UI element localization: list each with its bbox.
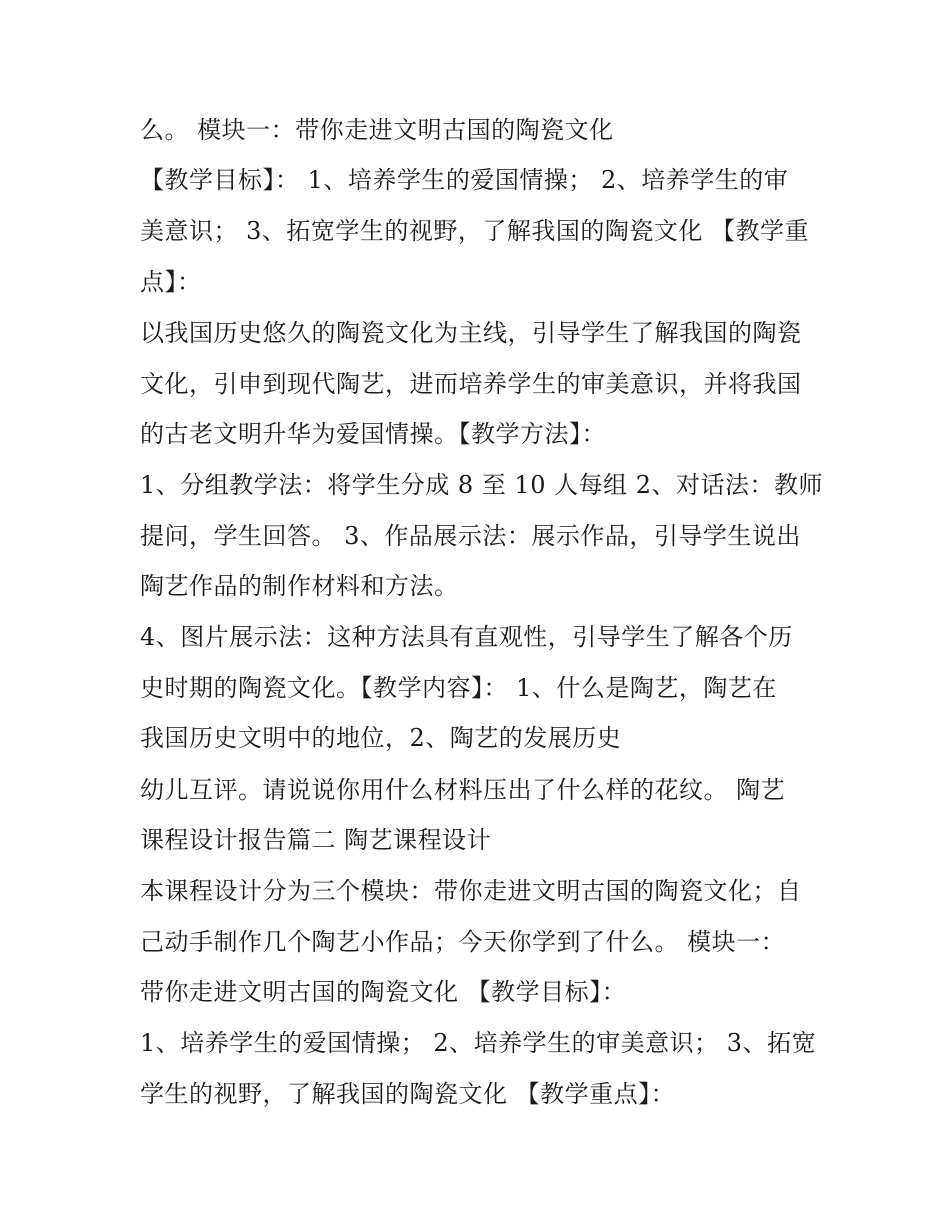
text-line-3: 美意识； 3、拓宽学生的视野，了解我国的陶瓷文化 【教学重: [140, 217, 810, 245]
text-line-14: 幼儿互评。请说说你用什么材料压出了什么样的花纹。 陶艺: [140, 776, 786, 804]
text-line-11: 4、图片展示法：这种方法具有直观性，引导学生了解各个历: [140, 623, 793, 651]
text-line-19: 1、培养学生的爱国情操； 2、培养学生的审美意识； 3、拓宽: [140, 1029, 817, 1057]
text-line-15: 课程设计报告篇二 陶艺课程设计: [140, 826, 492, 854]
text-line-5: 以我国历史悠久的陶瓷文化为主线，引导学生了解我国的陶瓷: [140, 319, 802, 347]
text-line-10: 陶艺作品的制作材料和方法。: [140, 572, 459, 600]
text-line-1: 么。 模块一：带你走进文明古国的陶瓷文化: [140, 116, 614, 144]
text-line-16: 本课程设计分为三个模块：带你走进文明古国的陶瓷文化；自: [140, 877, 802, 905]
text-line-12: 史时期的陶瓷文化。【教学内容】： 1、什么是陶艺，陶艺在: [140, 674, 777, 702]
text-line-8: 1、分组教学法：将学生分成 8 至 10 人每组 2、对话法：教师: [140, 471, 823, 499]
text-line-9: 提问，学生回答。 3、作品展示法：展示作品，引导学生说出: [140, 522, 801, 550]
text-line-4: 点】：: [140, 268, 202, 296]
text-line-2: 【教学目标】： 1、培养学生的爱国情操； 2、培养学生的审: [140, 166, 789, 194]
text-line-7: 的古老文明升华为爱国情操。【教学方法】：: [140, 420, 606, 448]
text-line-18: 带你走进文明古国的陶瓷文化 【教学目标】：: [140, 978, 627, 1006]
text-line-13: 我国历史文明中的地位，2、陶艺的发展历史: [140, 724, 622, 752]
text-line-17: 己动手制作几个陶艺小作品；今天你学到了什么。 模块一：: [140, 928, 786, 956]
text-line-20: 学生的视野，了解我国的陶瓷文化 【教学重点】：: [140, 1080, 676, 1108]
text-line-6: 文化，引申到现代陶艺，进而培养学生的审美意识，并将我国: [140, 370, 802, 398]
